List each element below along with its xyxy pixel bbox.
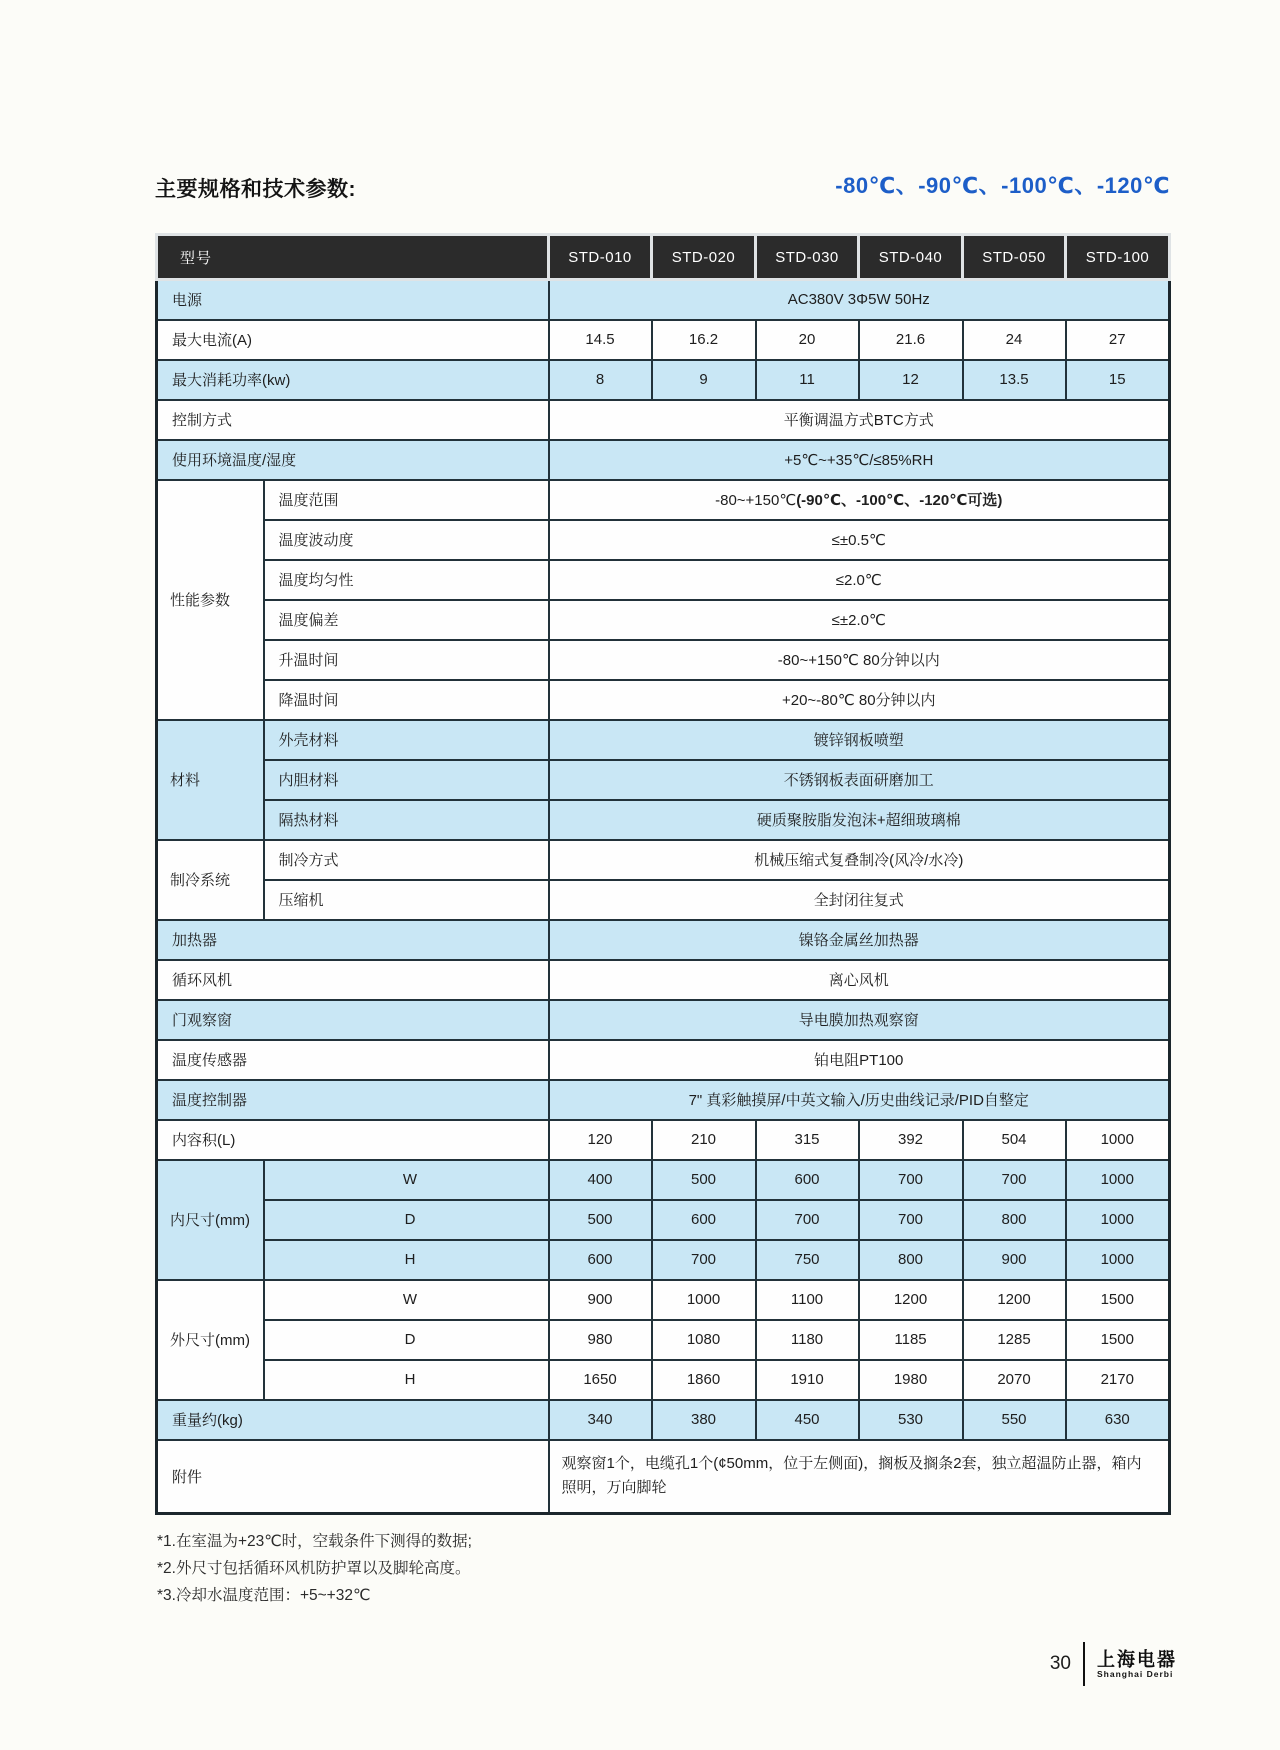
row-value: 导电膜加热观察窗 [549,1000,1170,1040]
cell-value: 504 [963,1120,1066,1160]
sub-row-label: W [264,1160,549,1200]
cell-value: 8 [549,360,652,400]
model-header: STD-100 [1066,235,1170,280]
sub-row-label: 温度波动度 [264,520,549,560]
row-value: 硬质聚胺脂发泡沫+超细玻璃棉 [549,800,1170,840]
group-label: 内尺寸(mm) [157,1160,264,1280]
cell-value: 9 [652,360,756,400]
cell-value: 24 [963,320,1066,360]
row-value: ≤±0.5℃ [549,520,1170,560]
sub-row-label: 升温时间 [264,640,549,680]
cell-value: 630 [1066,1400,1170,1440]
row-label: 最大消耗功率(kw) [157,360,549,400]
cell-value: 700 [859,1200,963,1240]
cell-value: 1185 [859,1320,963,1360]
cell-value: 21.6 [859,320,963,360]
model-header: STD-010 [549,235,652,280]
footnote: *2.外尺寸包括循环风机防护罩以及脚轮高度。 [157,1560,471,1577]
cell-value: 1650 [549,1360,652,1400]
cell-value: 15 [1066,360,1170,400]
cell-value: 900 [549,1280,652,1320]
cell-value: 1080 [652,1320,756,1360]
model-header: STD-050 [963,235,1066,280]
spec-table [155,233,1171,1515]
row-value: 机械压缩式复叠制冷(风冷/水冷) [549,840,1170,880]
cell-value: 800 [859,1240,963,1280]
cell-value: 900 [963,1240,1066,1280]
cell-value: 16.2 [652,320,756,360]
brand-subtitle: Shanghai Derbi [1097,1668,1174,1679]
cell-value: 600 [756,1160,859,1200]
cell-value: 1285 [963,1320,1066,1360]
sub-row-label: H [264,1240,549,1280]
brand-logo [1097,1650,1177,1679]
row-value: ≤2.0℃ [549,560,1170,600]
row-label: 温度控制器 [157,1080,549,1120]
row-label: 附件 [157,1440,549,1514]
cell-value: 800 [963,1200,1066,1240]
row-value: -80~+150℃ 80分钟以内 [549,640,1170,680]
cell-value: 530 [859,1400,963,1440]
row-label: 重量约(kg) [157,1400,549,1440]
cell-value: 1500 [1066,1320,1170,1360]
cell-value: 1000 [1066,1120,1170,1160]
row-value: 不锈钢板表面研磨加工 [549,760,1170,800]
cell-value: 340 [549,1400,652,1440]
page-footer [1050,1642,1177,1686]
cell-value: 700 [652,1240,756,1280]
row-value: 平衡调温方式BTC方式 [549,400,1170,440]
row-value: 铂电阻PT100 [549,1040,1170,1080]
footer-divider [1083,1642,1085,1686]
row-value: 离心风机 [549,960,1170,1000]
row-label: 门观察窗 [157,1000,549,1040]
cell-value: 2170 [1066,1360,1170,1400]
row-value: +5℃~+35℃/≤85%RH [549,440,1170,480]
row-value: ≤±2.0℃ [549,600,1170,640]
cell-value: 1910 [756,1360,859,1400]
cell-value: 1100 [756,1280,859,1320]
cell-value: 14.5 [549,320,652,360]
cell-value: 1980 [859,1360,963,1400]
row-value: 镀锌钢板喷塑 [549,720,1170,760]
row-label: 使用环境温度/湿度 [157,440,549,480]
row-label: 加热器 [157,920,549,960]
row-value: +20~-80℃ 80分钟以内 [549,680,1170,720]
cell-value: 700 [756,1200,859,1240]
cell-value: 2070 [963,1360,1066,1400]
footnote: *3.冷却水温度范围：+5~+32℃ [157,1587,371,1604]
cell-value: 700 [963,1160,1066,1200]
brand-name: 上海电器 [1097,1648,1177,1670]
cell-value: 500 [549,1200,652,1240]
cell-value: 600 [652,1200,756,1240]
sub-row-label: 隔热材料 [264,800,549,840]
cell-value: 1500 [1066,1280,1170,1320]
cell-value: 700 [859,1160,963,1200]
sub-row-label: 温度偏差 [264,600,549,640]
model-header: STD-040 [859,235,963,280]
temperature-options-title: -80℃、-90℃、-100℃、-120℃ [835,173,1170,198]
cell-value: 1000 [1066,1200,1170,1240]
cell-value: 12 [859,360,963,400]
row-label: 内容积(L) [157,1120,549,1160]
cell-value: 600 [549,1240,652,1280]
sub-row-label: 降温时间 [264,680,549,720]
sub-row-label: D [264,1200,549,1240]
sub-row-label: W [264,1280,549,1320]
cell-value: 1180 [756,1320,859,1360]
sub-row-label: 制冷方式 [264,840,549,880]
cell-value: 1860 [652,1360,756,1400]
group-label: 性能参数 [157,480,264,720]
sub-row-label: 内胆材料 [264,760,549,800]
cell-value: 20 [756,320,859,360]
group-label: 外尺寸(mm) [157,1280,264,1400]
cell-value: 11 [756,360,859,400]
row-value: -80~+150℃(-90℃、-100℃、-120℃可选) [549,480,1170,520]
cell-value: 1000 [652,1280,756,1320]
cell-value: 315 [756,1120,859,1160]
cell-value: 1000 [1066,1240,1170,1280]
cell-value: 27 [1066,320,1170,360]
sub-row-label: 压缩机 [264,880,549,920]
model-header: STD-030 [756,235,859,280]
group-label: 制冷系统 [157,840,264,920]
row-value: 全封闭往复式 [549,880,1170,920]
cell-value: 550 [963,1400,1066,1440]
sub-row-label: D [264,1320,549,1360]
row-value: 观察窗1个，电缆孔1个(¢50mm，位于左侧面)，搁板及搁条2套，独立超温防止器，箱内照明，万向脚轮 [549,1440,1170,1514]
cell-value: 120 [549,1120,652,1160]
sub-row-label: H [264,1360,549,1400]
cell-value: 1000 [1066,1160,1170,1200]
group-label: 材料 [157,720,264,840]
row-value: 镍铬金属丝加热器 [549,920,1170,960]
cell-value: 980 [549,1320,652,1360]
row-label: 循环风机 [157,960,549,1000]
cell-value: 392 [859,1120,963,1160]
cell-value: 450 [756,1400,859,1440]
footnotes [157,1528,472,1609]
model-header-label: 型号 [157,235,549,280]
sub-row-label: 外壳材料 [264,720,549,760]
row-label: 控制方式 [157,400,549,440]
cell-value: 1200 [859,1280,963,1320]
cell-value: 750 [756,1240,859,1280]
page-title: 主要规格和技术参数: [155,178,356,201]
cell-value: 400 [549,1160,652,1200]
model-header: STD-020 [652,235,756,280]
row-label: 电源 [157,280,549,320]
row-label: 最大电流(A) [157,320,549,360]
cell-value: 210 [652,1120,756,1160]
sub-row-label: 温度范围 [264,480,549,520]
sub-row-label: 温度均匀性 [264,560,549,600]
footnote: *1.在室温为+23℃时，空载条件下测得的数据; [157,1533,472,1550]
row-label: 温度传感器 [157,1040,549,1080]
cell-value: 13.5 [963,360,1066,400]
cell-value: 380 [652,1400,756,1440]
row-value: AC380V 3Φ5W 50Hz [549,280,1170,320]
cell-value: 1200 [963,1280,1066,1320]
row-value: 7" 真彩触摸屏/中英文输入/历史曲线记录/PID自整定 [549,1080,1170,1120]
page-number: 30 [1049,1653,1071,1674]
cell-value: 500 [652,1160,756,1200]
